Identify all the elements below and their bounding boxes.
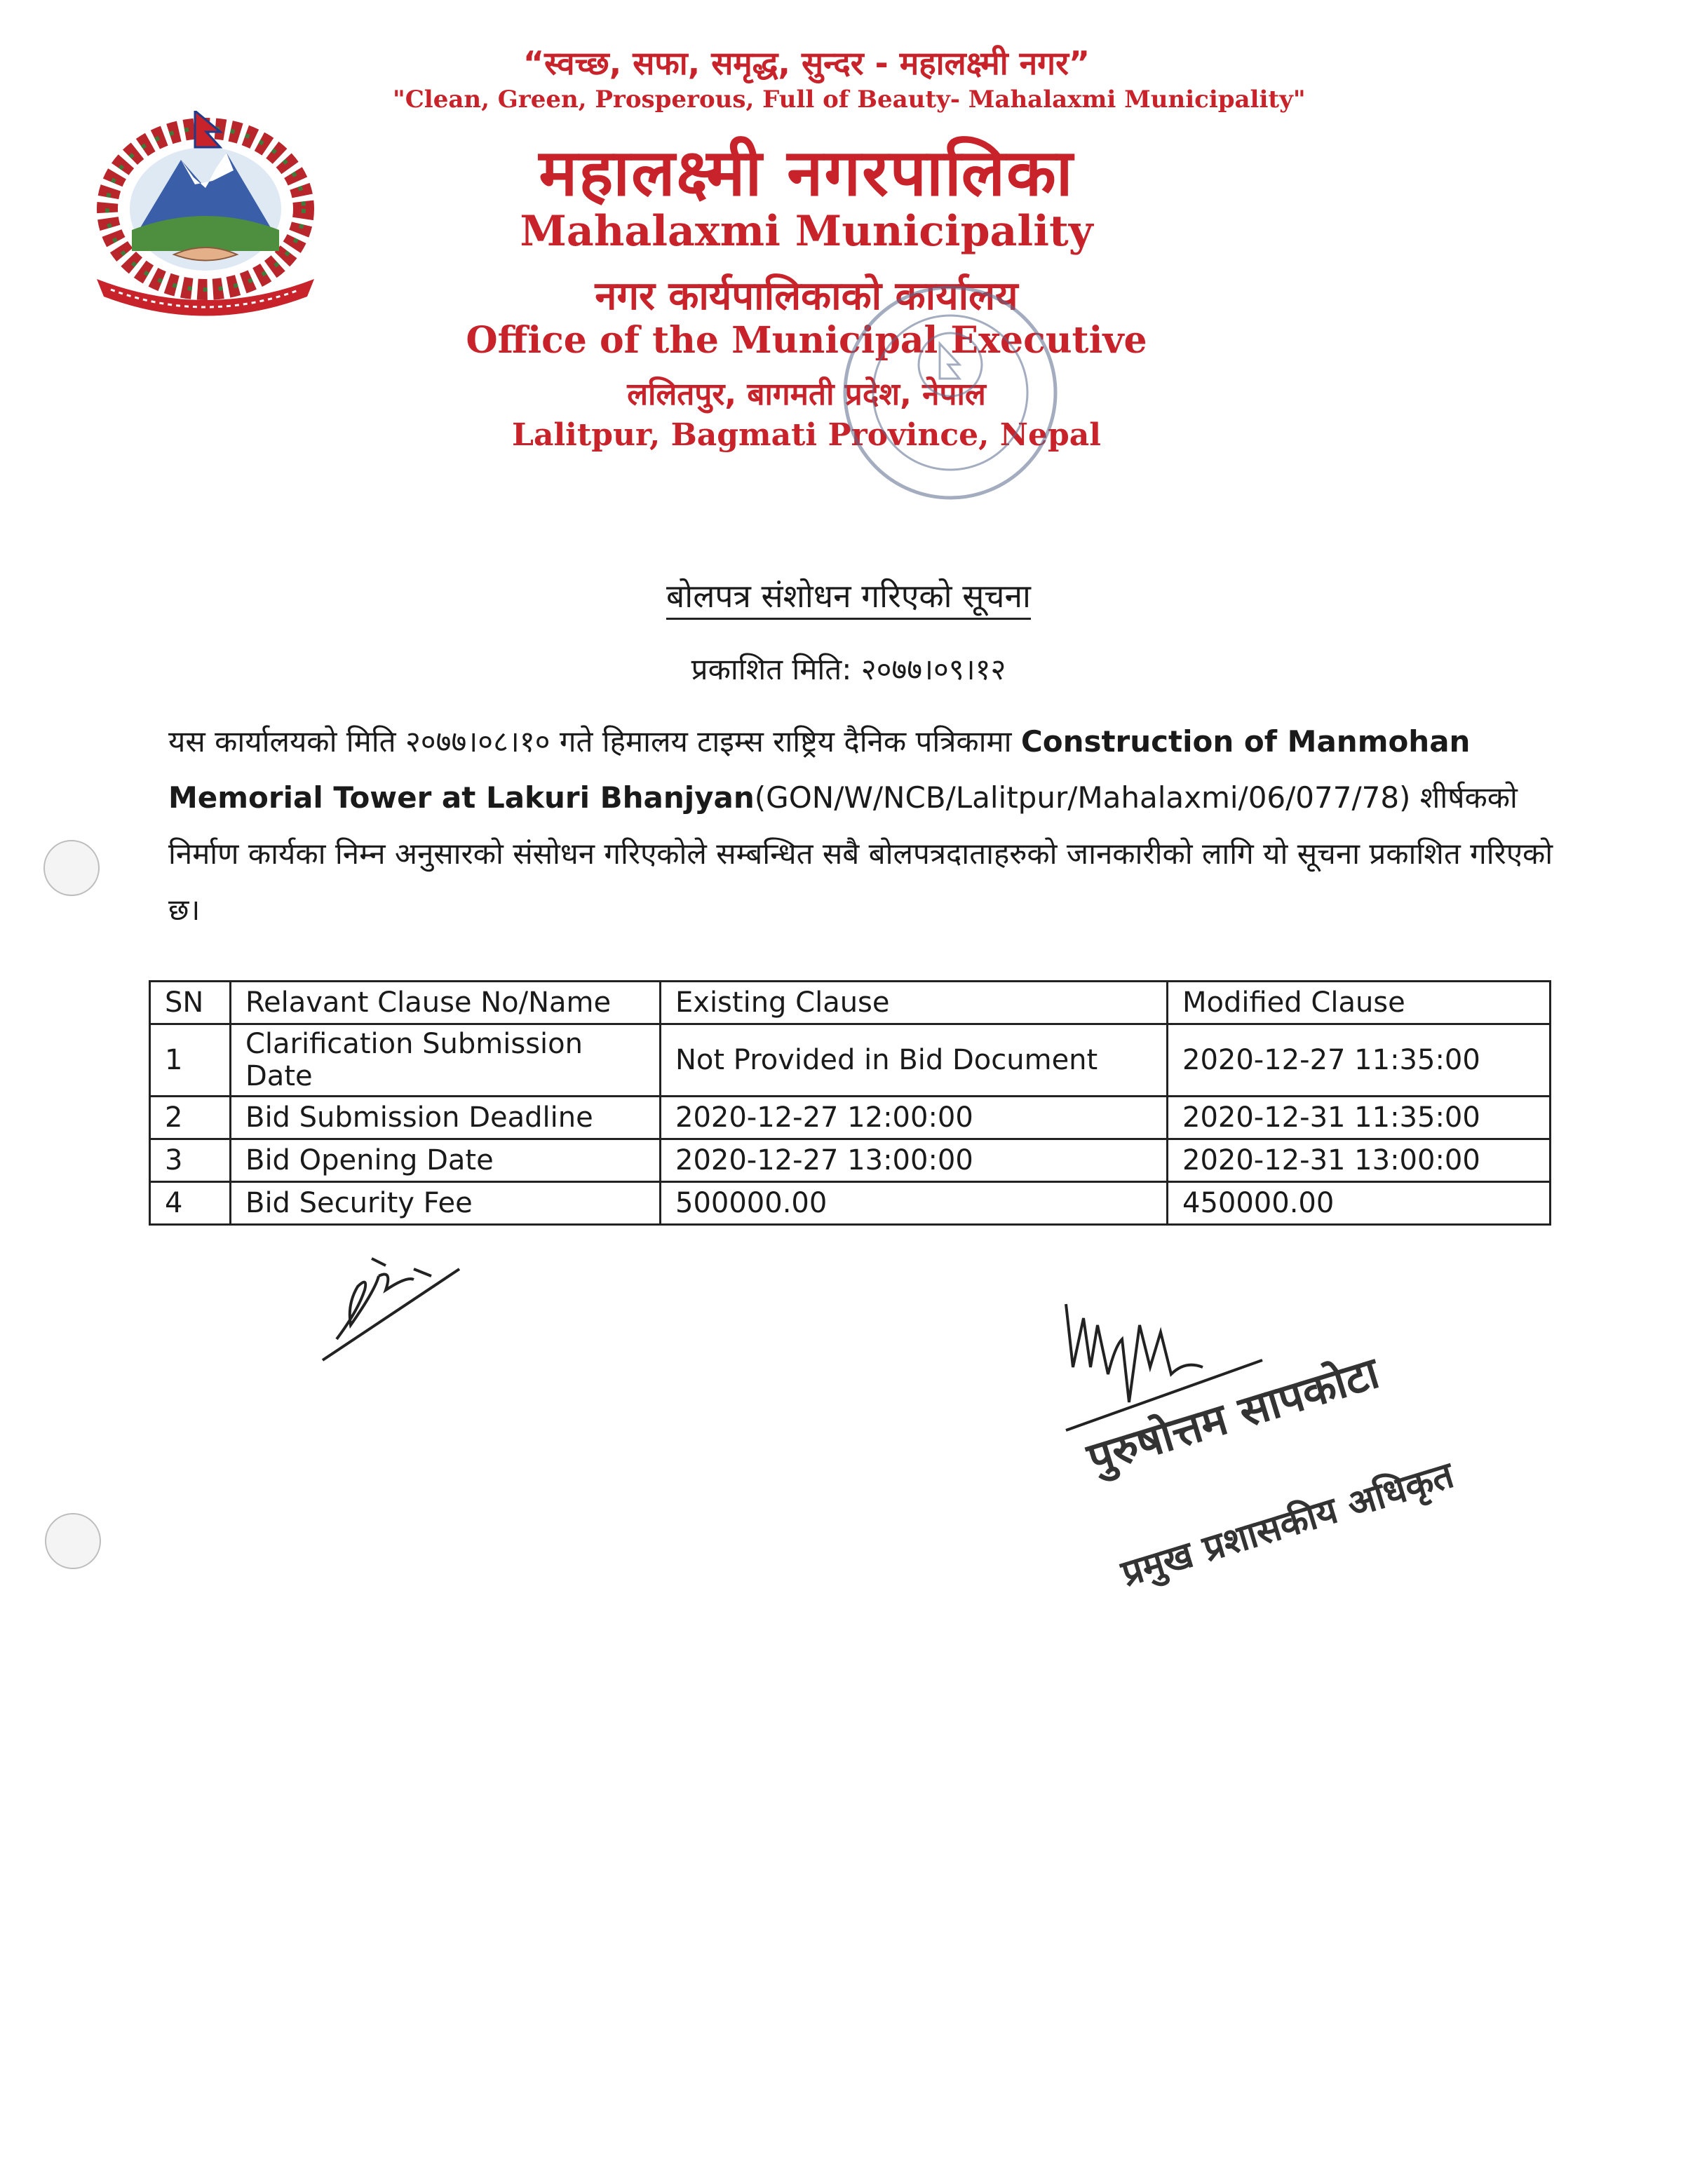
motto-english: "Clean, Green, Prosperous, Full of Beauty- Mahalaxmi Municipality" — [393, 86, 1306, 114]
signatory-name: पुरुषोत्तम सापकोटा — [1081, 1347, 1385, 1484]
table-row — [150, 1182, 1551, 1225]
cell-modified: 2020-12-27 11:35:00 — [1168, 1024, 1551, 1097]
municipality-name-nepali: महालक्ष्मी नगरपालिका — [539, 135, 1074, 210]
nepal-emblem-icon — [83, 111, 328, 321]
table-row — [150, 1139, 1551, 1182]
project-code: (GON/W/NCB/Lalitpur/Mahalaxmi/06/077/78) — [754, 780, 1411, 815]
cell-sn: 2 — [150, 1097, 231, 1139]
cell-clause: Bid Opening Date — [231, 1139, 661, 1182]
signature-left-icon — [309, 1248, 477, 1374]
office-seal-icon — [835, 259, 1066, 526]
cell-modified: 2020-12-31 11:35:00 — [1168, 1097, 1551, 1139]
header-existing-clause: Existing Clause — [661, 982, 1168, 1024]
header-modified-clause: Modified Clause — [1168, 982, 1551, 1024]
cell-sn: 4 — [150, 1182, 231, 1225]
cell-clause: Bid Submission Deadline — [231, 1097, 661, 1139]
paragraph-text-2: शीर्षकको निर्माण कार्यका निम्न अनुसारको संसोधन गरिएकोले सम्बन्धित सबै बोलपत्रदाताहरुको जानकारीको लागि यो सूचना प्रकाशित गरिएको छ। — [168, 780, 1553, 927]
cell-modified: 2020-12-31 13:00:00 — [1168, 1139, 1551, 1182]
address-nepali: ललितपुर, बागमती प्रदेश, नेपाल — [627, 377, 986, 412]
cell-existing: 2020-12-27 12:00:00 — [661, 1097, 1168, 1139]
table-header-row — [150, 982, 1551, 1024]
header-sn: SN — [150, 982, 231, 1024]
cell-clause: Clarification Submission Date — [231, 1024, 661, 1097]
cell-existing: 500000.00 — [661, 1182, 1168, 1225]
municipality-name-english: Mahalaxmi Municipality — [520, 207, 1093, 256]
punch-hole-bottom — [45, 1513, 101, 1569]
office-name-english: Office of the Municipal Executive — [466, 319, 1147, 362]
cell-modified: 450000.00 — [1168, 1182, 1551, 1225]
notice-title: बोलपत्र संशोधन गरिएको सूचना — [0, 574, 1688, 617]
address-english: Lalitpur, Bagmati Province, Nepal — [512, 417, 1101, 453]
notice-paragraph — [168, 714, 1557, 938]
table-row — [150, 1024, 1551, 1097]
cell-sn: 1 — [150, 1024, 231, 1097]
cell-existing: 2020-12-27 13:00:00 — [661, 1139, 1168, 1182]
header-relevant-clause: Relavant Clause No/Name — [231, 982, 661, 1024]
punch-hole-top — [43, 840, 100, 896]
amendment-table — [149, 980, 1551, 1226]
paragraph-text-1: यस कार्यालयको मिति २०७७।०८।१० गते हिमालय टाइम्स राष्ट्रिय दैनिक पत्रिकामा — [168, 724, 1021, 759]
published-date: प्रकाशित मिति: २०७७।०९।१२ — [691, 652, 1006, 686]
table-row — [150, 1097, 1551, 1139]
signatory-title: प्रमुख प्रशासकीय अधिकृत — [1116, 1454, 1459, 1596]
cell-existing: Not Provided in Bid Document — [661, 1024, 1168, 1097]
motto-nepali: “स्वच्छ, सफा, समृद्ध, सुन्दर - महालक्ष्मी नगर” — [522, 44, 1091, 82]
office-name-nepali: नगर कार्यपालिकाको कार्यालय — [595, 273, 1018, 319]
cell-clause: Bid Security Fee — [231, 1182, 661, 1225]
cell-sn: 3 — [150, 1139, 231, 1182]
project-title: Construction of Manmohan Memorial Tower at Lakuri Bhanjyan — [168, 724, 1471, 815]
